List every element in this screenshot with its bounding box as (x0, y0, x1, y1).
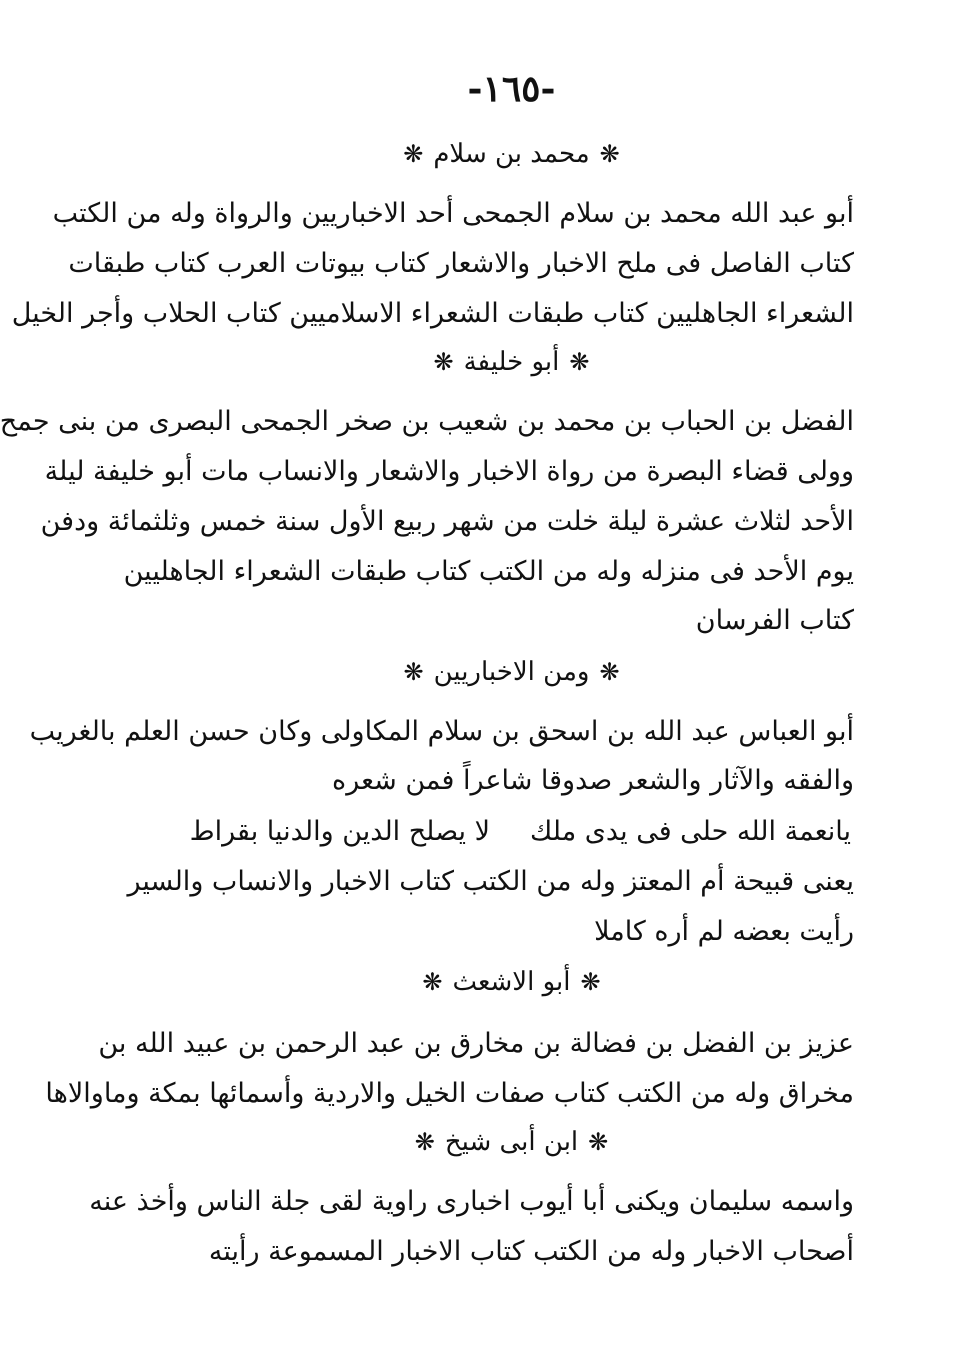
section-heading-text: ومن الاخباريين (433, 657, 590, 687)
text-line: الشعراء الجاهليين كتاب طبقات الشعراء الاسلاميين كتاب الحلاب وأجر الخيل (11, 298, 854, 329)
ornament-icon: ❋ (569, 348, 590, 376)
text-line: أصحاب الاخبار وله من الكتب كتاب الاخبار المسموعة رأيته (208, 1236, 854, 1267)
page-number: -١٦٥- (467, 68, 556, 110)
ornament-icon: ❋ (588, 1128, 609, 1156)
text-line: كتاب الفاصل فى ملح الاخبار والاشعار كتاب بيوتات العرب كتاب طبقات (68, 248, 854, 279)
section-heading (44, 138, 979, 169)
ornament-icon: ❋ (580, 968, 601, 996)
section-heading-text: أبو خليفة (463, 347, 560, 377)
text-line: الأحد لثلاث عشرة ليلة خلت من شهر ربيع الأول سنة خمس وثلثمائة ودفن (40, 506, 854, 537)
section-heading (44, 966, 979, 997)
ornament-icon: ❋ (422, 968, 443, 996)
ornament-icon: ❋ (403, 658, 424, 686)
verse-line (191, 812, 851, 852)
text-line: الفضل بن الحباب بن محمد بن شعيب بن صخر الجمحى البصرى من بنى جمح (0, 406, 854, 437)
ornament-icon: ❋ (599, 658, 620, 686)
section-heading-text: ابن أبى شيخ (444, 1127, 579, 1157)
verse-hemistich-second: لا يصلح الدين والدنيا بقراط (189, 816, 491, 847)
section-heading (44, 346, 979, 377)
text-line: واسمه سليمان ويكنى أبا أيوب اخبارى راوية لقى جلة الناس وأخذ عنه (89, 1186, 854, 1217)
ornament-icon: ❋ (433, 348, 454, 376)
text-line: أبو عبد الله محمد بن سلام الجمحى أحد الاخباريين والرواة وله من الكتب (52, 198, 854, 229)
text-line: عزيز بن الفضل بن فضالة بن مخارق بن عبد الرحمن بن عبيد الله بن (98, 1028, 854, 1059)
ornament-icon: ❋ (403, 140, 424, 168)
text-line: رأيت بعضه لم أره كاملا (594, 916, 854, 947)
verse-hemistich-first: يانعمة الله حلى فى يدى ملك (530, 816, 851, 847)
text-line: أبو العباس عبد الله بن اسحق بن سلام المكاولى وكان حسن العلم بالغريب (29, 716, 854, 747)
text-line: وولى قضاء البصرة من رواة الاخبار والاشعار والانساب مات أبو خليفة ليلة (44, 456, 854, 487)
ornament-icon: ❋ (414, 1128, 435, 1156)
text-line: يوم الأحد فى منزله وله من الكتب كتاب طبقات الشعراء الجاهليين (123, 556, 854, 587)
text-line: يعنى قبيحة أم المعتز وله من الكتب كتاب الاخبار والانساب والسير (127, 866, 854, 897)
section-heading (44, 1126, 979, 1157)
section-heading-text: محمد بن سلام (433, 139, 590, 169)
ornament-icon: ❋ (599, 140, 620, 168)
section-heading-text: أبو الاشعث (452, 967, 571, 997)
text-line: والفقه والآثار والشعر صدوقا شاعراً فمن شعره (332, 765, 854, 796)
text-line: مخراق وله من الكتب كتاب صفات الخيل والاردية وأسمائها بمكة وماوالاها (45, 1078, 854, 1109)
section-heading (44, 656, 979, 687)
text-line: كتاب الفرسان (695, 605, 854, 636)
